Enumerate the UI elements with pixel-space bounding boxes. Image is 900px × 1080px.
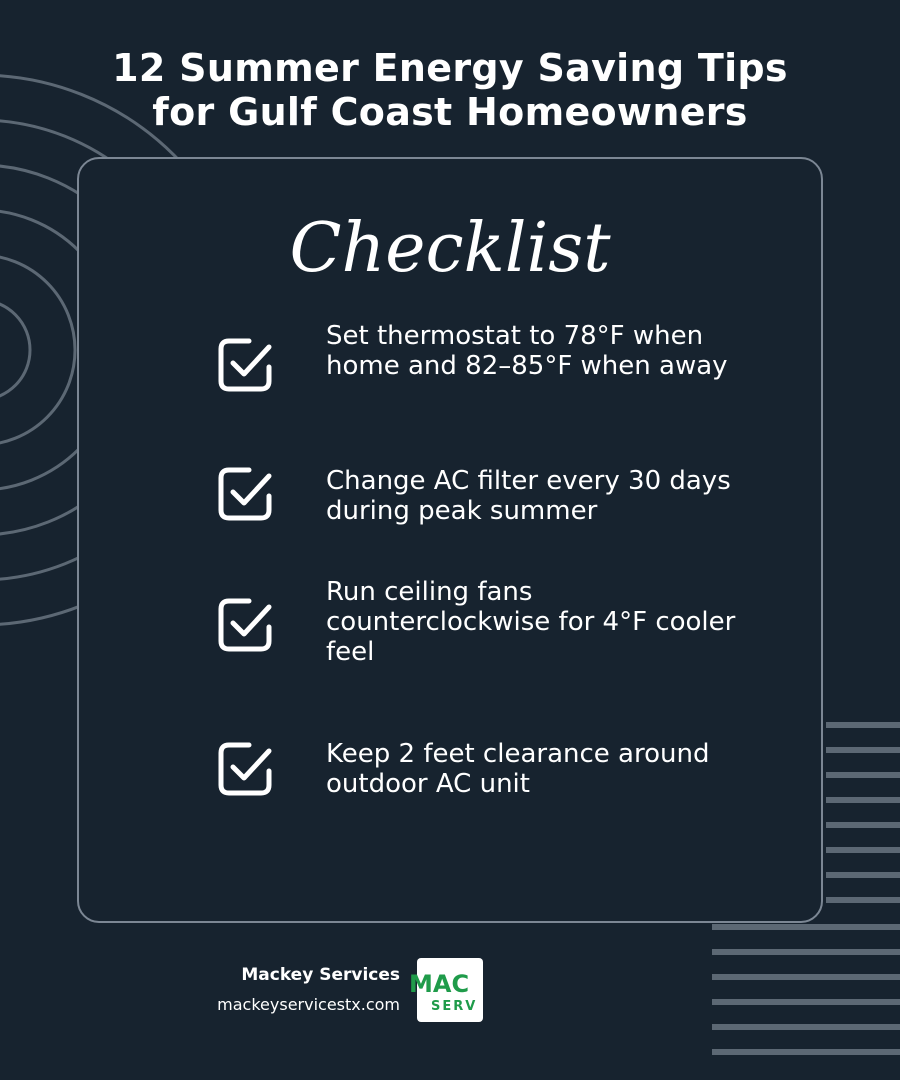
checklist-item-text: Run ceiling fans counterclockwise for 4°F cooler feel <box>326 577 736 667</box>
title-line-1: 12 Summer Energy Saving Tips <box>112 46 788 90</box>
checklist-item-text: Set thermostat to 78°F when home and 82–85°F when away <box>326 321 728 381</box>
checklist-heading: Checklist <box>289 209 611 288</box>
checklist-item-text: Change AC filter every 30 days during peak summer <box>326 466 731 526</box>
checklist-item-text: Keep 2 feet clearance around outdoor AC unit <box>326 739 710 799</box>
title-line-2: for Gulf Coast Homeowners <box>152 90 748 134</box>
company-name: Mackey Services <box>241 965 400 985</box>
checkbox-checked-icon <box>215 464 275 524</box>
page-title <box>0 46 900 134</box>
logo-line-1: MAC <box>409 970 470 998</box>
logo-line-2: SERV <box>431 999 478 1014</box>
logo-graphic <box>409 958 483 1022</box>
checklist-card <box>77 157 823 923</box>
checkbox-checked-icon <box>215 595 275 655</box>
company-logo <box>409 958 483 1022</box>
checkbox-checked-icon <box>215 335 275 395</box>
checkbox-checked-icon <box>215 739 275 799</box>
brand-block <box>180 958 400 1018</box>
company-url[interactable]: mackeyservicestx.com <box>217 995 400 1014</box>
